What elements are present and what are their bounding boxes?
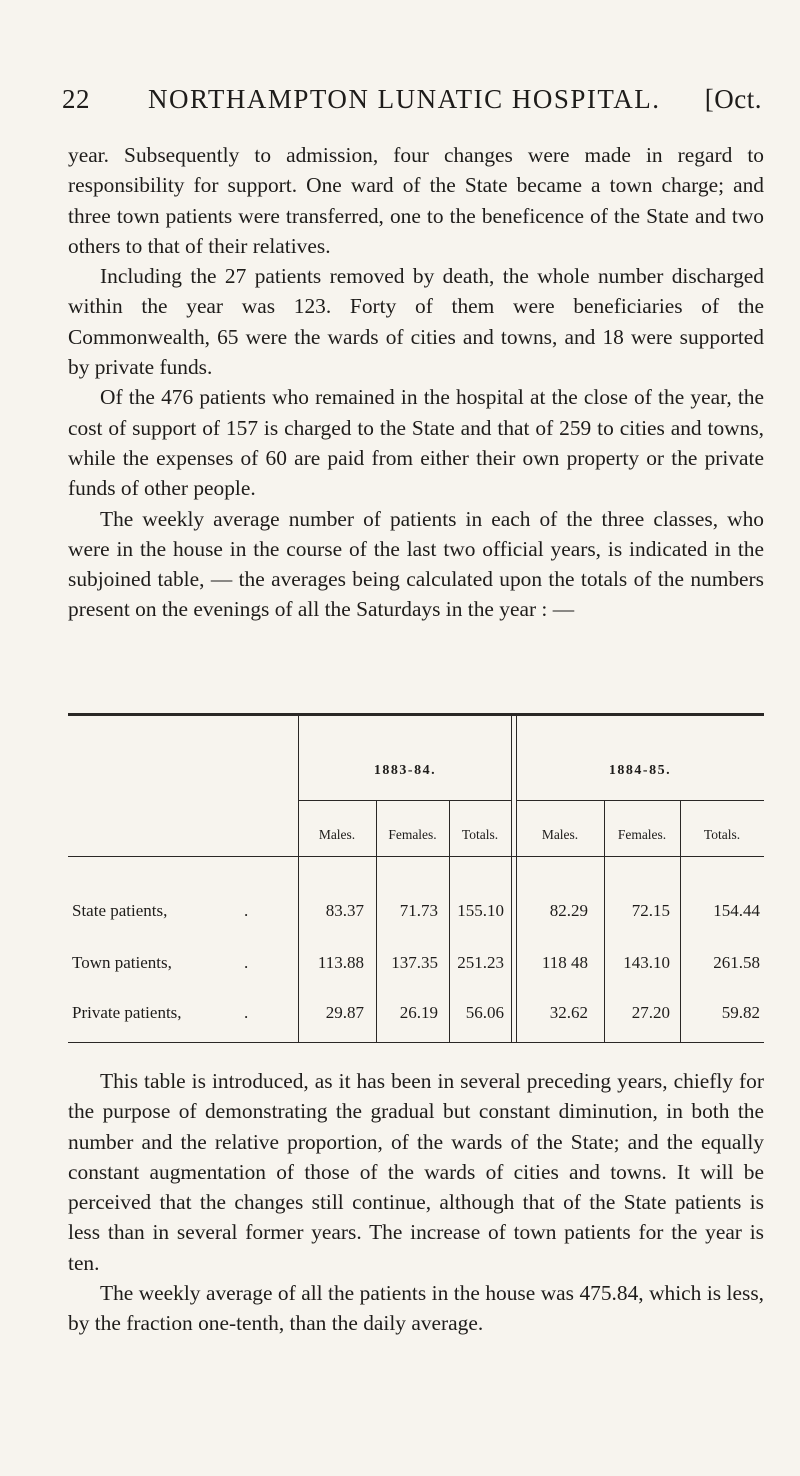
column-header: Males. — [541, 827, 579, 842]
page-number: 22 — [62, 84, 90, 114]
paragraph: Of the 476 patients who remained in the hospital at the close of the year, the cost of support of 157 is charged to the State and that of 259 to cities and towns, while the expenses of 60 are paid from either their own property or the private funds of other people. — [68, 385, 764, 501]
table-cell: 71.73 — [399, 901, 438, 920]
column-divider — [516, 716, 517, 1042]
column-divider — [511, 716, 512, 1042]
table-cell: 56.06 — [465, 1003, 504, 1022]
row-label: Private patients, — [72, 1003, 182, 1022]
paragraph: The weekly average of all the patients in the house was 475.84, which is less, by the fraction one-tenth, than the daily average. — [68, 1281, 764, 1336]
table-cell: 29.87 — [325, 1003, 364, 1022]
table-cell: 83.37 — [325, 901, 364, 920]
paragraph: The weekly average number of patients in each of the three classes, who were in the house in the course of the last two official years, is indicated in the subjoined table, — the averages being calculated upon the totals of the numbers present on the evenings of all the Saturdays in the year : — — [68, 506, 764, 622]
column-header: Males. — [318, 827, 356, 842]
table-top-rule — [68, 713, 764, 716]
running-head-month: [Oct. — [704, 84, 762, 114]
table-cell: 82.29 — [549, 901, 588, 920]
table-bottom-rule — [68, 1042, 764, 1043]
paragraph: Including the 27 patients removed by death, the whole number discharged within the year was 123. Forty of them were beneficiaries of the Commonwealth, 65 were the wards of cities and towns, and 18 were supported by private funds. — [68, 264, 764, 380]
year-group-rule — [298, 800, 511, 801]
table-cell: 72.15 — [631, 901, 670, 920]
row-label: State patients, — [72, 901, 168, 920]
body-text-top — [68, 140, 764, 625]
header-bottom-rule — [68, 856, 764, 857]
table-cell: 261.58 — [713, 953, 760, 972]
running-head-title: NORTHAMPTON LUNATIC HOSPITAL. — [148, 84, 661, 114]
document-page: 22 NORTHAMPTON LUNATIC HOSPITAL. [Oct. year. Subsequently to admission, four changes were made in regard to responsibility for support. One ward of the State became a town charge; and three town patients were transferred, one to the beneficence of the State and two others to that of their relatives. Including the 27 patients removed by death, the whole number discharged within the year was 123. Forty of them were beneficiaries of the Commonwealth, 65 were the wards of cities and towns, and 18 were supported by private funds. Of the 476 patients who remained in the hospital at the close of the year, the cost of support of 157 is charged to the State and that of 259 to cities and towns, while the expenses of 60 are paid from either their own property or the private funds of other people. The weekly average number of patients in each of the three classes, who were in the house in the course of the last two official years, is indicated in the subjoined table, — the averages being calculated upon the totals of the numbers present on the evenings of all the Saturdays in the year : — 1883-84. 1884-85. Males. Females. Totals. Males. Females. Totals. State patients, . 83.37 71.73 155.10 82.29 72.15 154.44 Town patients, . 113.88 137.35 251.23 118 48 143.10 261.58 Private patients, . 29.87 26.19 56.06 32.62 27.20 59.82 This table is introduced, as it has been in several preceding years, chiefly for the purpose of demonstrating the gradual but constant diminution, in both the number and the relative proportion, of the wards of the State; and the equally constant augmentation of those of the wards of cities and towns. It will be perceived that the changes still continue, although that of the State patients is less than in several former years. The increase of town patients for the year is ten. The weekly average of all the patients in the house was 475.84, which is less, by the fraction one-tenth, than the daily average. — [0, 0, 800, 1476]
column-divider — [298, 716, 299, 1042]
table-cell: 155.10 — [457, 901, 504, 920]
table-cell: 32.62 — [549, 1003, 588, 1022]
table-cell: 143.10 — [623, 953, 670, 972]
table-cell: 154.44 — [713, 901, 760, 920]
table-cell: 118 48 — [541, 953, 588, 972]
column-header: Females. — [388, 827, 437, 842]
body-text-bottom — [68, 1066, 764, 1339]
running-head — [62, 84, 762, 120]
column-header: Totals. — [461, 827, 499, 842]
table-cell: 251.23 — [457, 953, 504, 972]
year-group-rule — [516, 800, 764, 801]
table-cell: 26.19 — [399, 1003, 438, 1022]
table-cell: 59.82 — [721, 1003, 760, 1022]
year-header-1883-84: 1883-84. — [373, 763, 437, 778]
table-cell: 27.20 — [631, 1003, 670, 1022]
table-cell: 137.35 — [391, 953, 438, 972]
paragraph: This table is introduced, as it has been in several preceding years, chiefly for the purpose of demonstrating the gradual but constant diminution, in both the number and the relative proportion, of the wards of the State; and the equally constant augmentation of those of the wards of cities and towns. It will be perceived that the changes still continue, although that of the State patients is less than in several former years. The increase of town patients for the year is ten. — [68, 1069, 764, 1275]
column-header: Females. — [617, 827, 667, 842]
row-label: Town patients, — [72, 953, 172, 972]
table-cell: 113.88 — [317, 953, 364, 972]
column-header: Totals. — [703, 827, 741, 842]
paragraph: year. Subsequently to admission, four changes were made in regard to responsibility for support. One ward of the State became a town charge; and three town patients were transferred, one to the beneficence of the State and two others to that of their relatives. — [68, 143, 764, 258]
year-header-1884-85: 1884-85. — [608, 763, 672, 778]
